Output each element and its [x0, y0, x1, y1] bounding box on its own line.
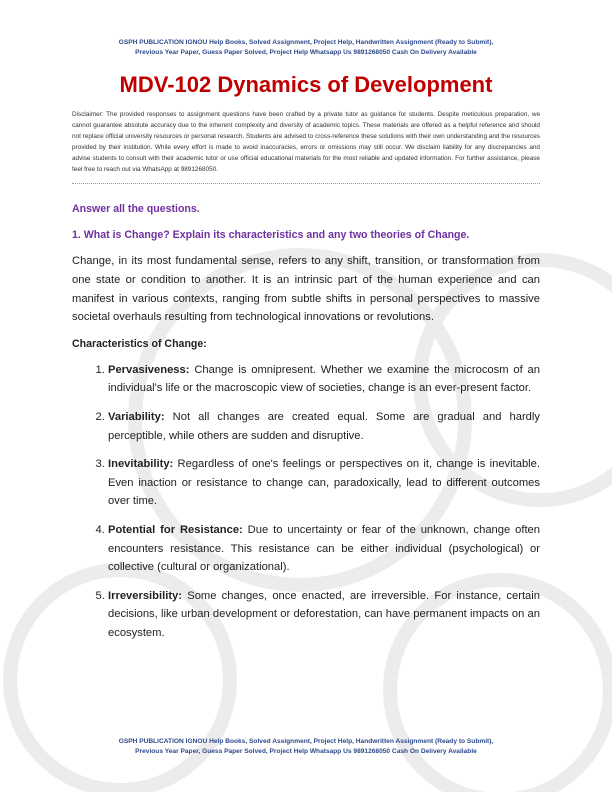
item-term: Pervasiveness: — [108, 363, 190, 376]
list-item — [108, 408, 540, 445]
characteristics-list — [72, 361, 540, 643]
disclaimer: Disclaimer: The provided responses to assignment questions have been crafted by a private tutor as guidance for students. Despite meticulous preparation, we cannot guarantee absolute accuracy due to the inherent complexity and diversity of academic topics. These materials are offered as a helpful reference and should not replace official university resources or personal research. Students are advised to cross-reference these solutions with their own understanding and the resources provided by their institution. While every effort is made to avoid inaccuracies, errors or omissions may still occur. We disclaim liability for any discrepancies and advise students to consult with their academic tutor or use official educational materials for the most reliable and updated information. For further assistance, please feel free to reach out via WhatsApp at 9891268050. — [72, 111, 540, 173]
item-term: Variability: — [108, 411, 165, 423]
footer-line-1: GSPH PUBLICATION IGNOU Help Books, Solved Assignment, Project Help, Handwritten Assignment (Ready to Submit), — [118, 738, 494, 745]
characteristics-heading: Characteristics of Change: — [72, 337, 207, 350]
list-item — [108, 521, 540, 577]
item-term: Potential for Resistance: — [108, 523, 243, 536]
item-text: Regardless of one's feelings or perspectives on it, change is inevitable. Even inaction or resistance to change can, paradoxically, lead to different outcomes over time. — [108, 458, 540, 508]
header-line-1: GSPH PUBLICATION IGNOU Help Books, Solved Assignment, Project Help, Handwritten Assignment (Ready to Submit), — [118, 39, 494, 46]
header-line-2: Previous Year Paper, Guess Paper Solved, Project Help Whatsapp Us 9891268050 Cash On Delivery Available — [135, 49, 477, 56]
item-text: Some changes, once enacted, are irreversible. For instance, certain decisions, like urban development or deforestation, can have permanent impacts on an ecosystem. — [108, 589, 540, 639]
question-heading: 1. What is Change? Explain its characteristics and any two theories of Change. — [72, 229, 470, 242]
page-footer — [50, 737, 562, 757]
instruction: Answer all the questions. — [72, 203, 200, 216]
list-item — [108, 361, 540, 398]
list-item — [108, 455, 540, 511]
list-item — [108, 587, 540, 643]
footer-line-2: Previous Year Paper, Guess Paper Solved, Project Help Whatsapp Us 9891268050 Cash On Delivery Available — [135, 748, 477, 755]
document-body — [72, 70, 540, 653]
intro-paragraph: Change, in its most fundamental sense, refers to any shift, transition, or transformation from one state or condition to another. It is an intrinsic part of the human experience and can manifest in various contexts, ranging from subtle shifts in personal perspectives to massive societal overhauls resulting from technological innovations or revolutions. — [72, 255, 540, 324]
page-header — [50, 38, 562, 58]
item-text: Change is omnipresent. Whether we examine the microcosm of an individual's life or the macroscopic view of societies, change is an ever-present factor. — [108, 363, 540, 395]
divider — [72, 183, 540, 184]
item-text: Due to uncertainty or fear of the unknown, change often encounters resistance. This resistance can be either individual (psychological) or collective (cultural or organizational). — [108, 523, 540, 574]
document-title: MDV-102 Dynamics of Development — [119, 72, 493, 97]
item-text: Not all changes are created equal. Some are gradual and hardly perceptible, while others are sudden and disruptive. — [108, 411, 540, 442]
item-term: Inevitability: — [108, 458, 174, 471]
item-term: Irreversibility: — [108, 589, 182, 602]
